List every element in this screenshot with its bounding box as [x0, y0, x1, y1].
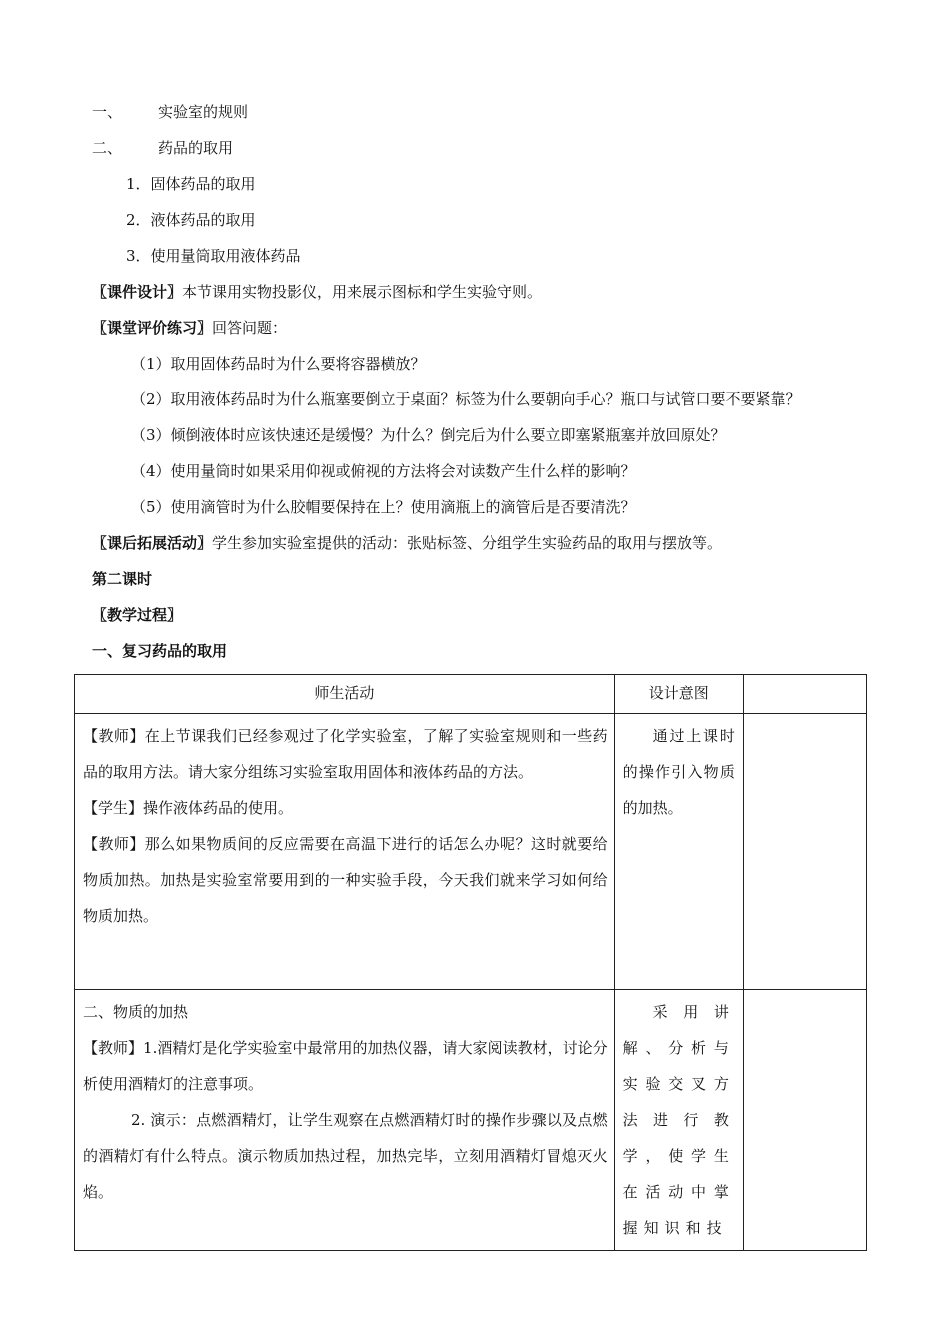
outline-text: 实验室的规则	[158, 103, 249, 121]
activity-paragraph: 【教师】1.酒精灯是化学实验室中最常用的加热仪器，请大家阅读教材，讨论分析使用酒精灯的注意事项。	[83, 1039, 608, 1093]
header-activity: 师生活动	[75, 675, 615, 714]
outline-sub-3: 3．使用量筒取用液体药品	[126, 247, 301, 265]
evaluation-intro: 回答问题：	[212, 319, 288, 337]
activity-paragraph: 【教师】那么如果物质间的反应需要在高温下进行的话怎么办呢？这时就要给物质加热。加热是实验室常要用到的一种实验手段，今天我们就来学习如何给物质加热。	[83, 835, 608, 925]
outline-item-1	[92, 102, 248, 122]
question-1: （1）取用固体药品时为什么要将容器横放？	[131, 355, 426, 373]
activity-paragraph: 【学生】操作液体药品的使用。	[83, 799, 294, 817]
course-design-text: 本节课用实物投影仪，用来展示图标和学生实验守则。	[182, 283, 543, 301]
intent-cell	[614, 990, 743, 1251]
outline-item-2	[92, 138, 233, 158]
intent-text: 通过上课时的操作引入物质的加热。	[622, 727, 735, 817]
intent-text: 采用讲解、分析与实验交叉方法进行教学，使学生在活动中掌握知识和技	[622, 1003, 735, 1237]
outline-number: 二、	[92, 139, 123, 157]
lesson-table	[74, 674, 867, 1251]
table-row	[75, 990, 867, 1251]
teaching-process-heading: 〖教学过程〗	[92, 606, 183, 624]
question-5: （5）使用滴管时为什么胶帽要保持在上？使用滴瓶上的滴管后是否要清洗？	[131, 498, 636, 516]
review-heading: 一、复习药品的取用	[92, 642, 228, 660]
outline-text: 药品的取用	[158, 139, 234, 157]
extension-activity	[92, 533, 722, 553]
activity-paragraph: 二、物质的加热	[83, 1003, 189, 1021]
activity-paragraph: 【教师】在上节课我们已经参观过了化学实验室，了解了实验室规则和一些药品的取用方法。请大家分组练习实验室取用固体和液体药品的方法。	[83, 727, 608, 781]
outline-sub-1: 1．固体药品的取用	[126, 175, 256, 193]
question-4: （4）使用量筒时如果采用仰视或俯视的方法将会对读数产生什么样的影响？	[131, 462, 636, 480]
activity-cell	[75, 714, 615, 990]
course-design-label: 〖课件设计〗	[92, 283, 183, 301]
question-3: （3）倾倒液体时应该快速还是缓慢？为什么？倒完后为什么要立即塞紧瓶塞并放回原处？	[131, 426, 726, 444]
outline-number: 一、	[92, 103, 123, 121]
evaluation-heading	[92, 318, 287, 338]
extra-cell	[743, 990, 866, 1251]
course-design	[92, 282, 542, 302]
extension-text: 学生参加实验室提供的活动：张贴标签、分组学生实验药品的取用与摆放等。	[212, 534, 723, 552]
evaluation-label: 〖课堂评价练习〗	[92, 319, 213, 337]
table-row	[75, 714, 867, 990]
question-2: （2）取用液体药品时为什么瓶塞要倒立于桌面？标签为什么要朝向手心？瓶口与试管口要不要紧靠？	[131, 390, 801, 408]
extension-label: 〖课后拓展活动〗	[92, 534, 213, 552]
activity-cell	[75, 990, 615, 1251]
outline-sub-2: 2．液体药品的取用	[126, 211, 256, 229]
extra-cell	[743, 714, 866, 990]
section-title: 第二课时	[92, 570, 153, 588]
header-intent: 设计意图	[614, 675, 743, 714]
intent-cell	[614, 714, 743, 990]
header-extra	[743, 675, 866, 714]
activity-paragraph: 2. 演示：点燃酒精灯，让学生观察在点燃酒精灯时的操作步骤以及点燃的酒精灯有什么特点。演示物质加热过程，加热完毕，立刻用酒精灯冒熄灭火焰。	[83, 1111, 608, 1201]
table-header-row	[75, 675, 867, 714]
